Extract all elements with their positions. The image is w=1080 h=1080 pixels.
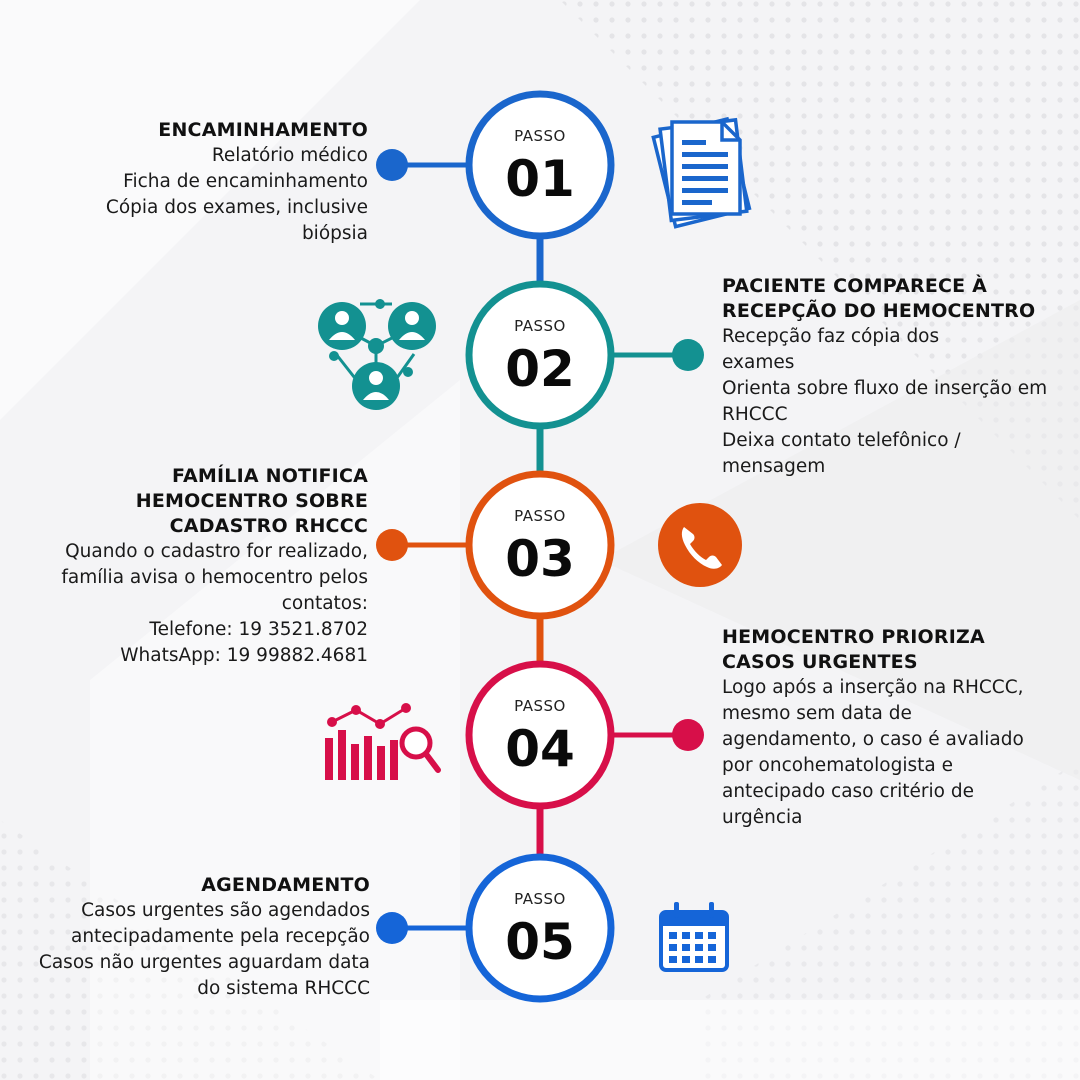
step1-number: 01 <box>505 150 575 208</box>
step4-line: Logo após a inserção na RHCCC, mesmo sem data de agendamento, o caso é avaliado por oncohematologista e antecipado caso critério de urgência <box>722 677 1024 828</box>
step3-line: Quando o cadastro for realizado, família avisa o hemocentro pelos contatos: <box>61 541 368 614</box>
analytics-icon <box>325 703 438 780</box>
step5-title: AGENDAMENTO <box>201 874 370 896</box>
step4-text <box>722 625 1042 831</box>
step5-label: PASSO <box>514 890 566 908</box>
step3-number: 03 <box>505 530 575 588</box>
step4-dot <box>672 719 704 751</box>
documents-icon <box>653 119 749 227</box>
step1-line: Ficha de encaminhamento <box>123 171 368 192</box>
step2-line: Deixa contato telefônico / mensagem <box>722 430 961 477</box>
step5-number: 05 <box>505 913 575 971</box>
step4-title: HEMOCENTRO PRIORIZA CASOS URGENTES <box>722 626 985 673</box>
step2-label: PASSO <box>514 317 566 335</box>
step1-label: PASSO <box>514 127 566 145</box>
step4-label: PASSO <box>514 697 566 715</box>
step2-text <box>722 274 1062 480</box>
step1-title: ENCAMINHAMENTO <box>158 119 368 141</box>
step3-title: FAMÍLIA NOTIFICA HEMOCENTRO SOBRE CADASTRO RHCCC <box>135 465 368 537</box>
step3-dot <box>376 529 408 561</box>
calendar-icon <box>661 902 727 970</box>
step4-number: 04 <box>505 720 575 778</box>
step5-dot <box>376 912 408 944</box>
step3-line: Telefone: 19 3521.8702 <box>149 619 368 640</box>
step3-text <box>50 464 368 669</box>
step5-line: Casos não urgentes aguardam data do sistema RHCCC <box>38 952 370 999</box>
step5-text <box>20 873 370 1002</box>
step3-line: WhatsApp: 19 99882.4681 <box>120 645 368 666</box>
step1-text <box>40 118 368 247</box>
step1-dot <box>376 149 408 181</box>
step2-title: PACIENTE COMPARECE À RECEPÇÃO DO HEMOCENTRO <box>722 275 1036 322</box>
step5-line: Casos urgentes são agendados antecipadamente pela recepção <box>71 900 370 947</box>
step1-line: Cópia dos exames, inclusive biópsia <box>105 197 368 244</box>
step3-label: PASSO <box>514 507 566 525</box>
step2-line: Orienta sobre fluxo de inserção em RHCCC <box>722 378 1048 425</box>
step2-line: Recepção faz cópia dos exames <box>722 326 940 373</box>
people-network-icon <box>318 299 436 410</box>
phone-icon <box>658 503 742 587</box>
step2-number: 02 <box>505 340 575 398</box>
step2-dot <box>672 339 704 371</box>
step1-line: Relatório médico <box>211 145 368 166</box>
